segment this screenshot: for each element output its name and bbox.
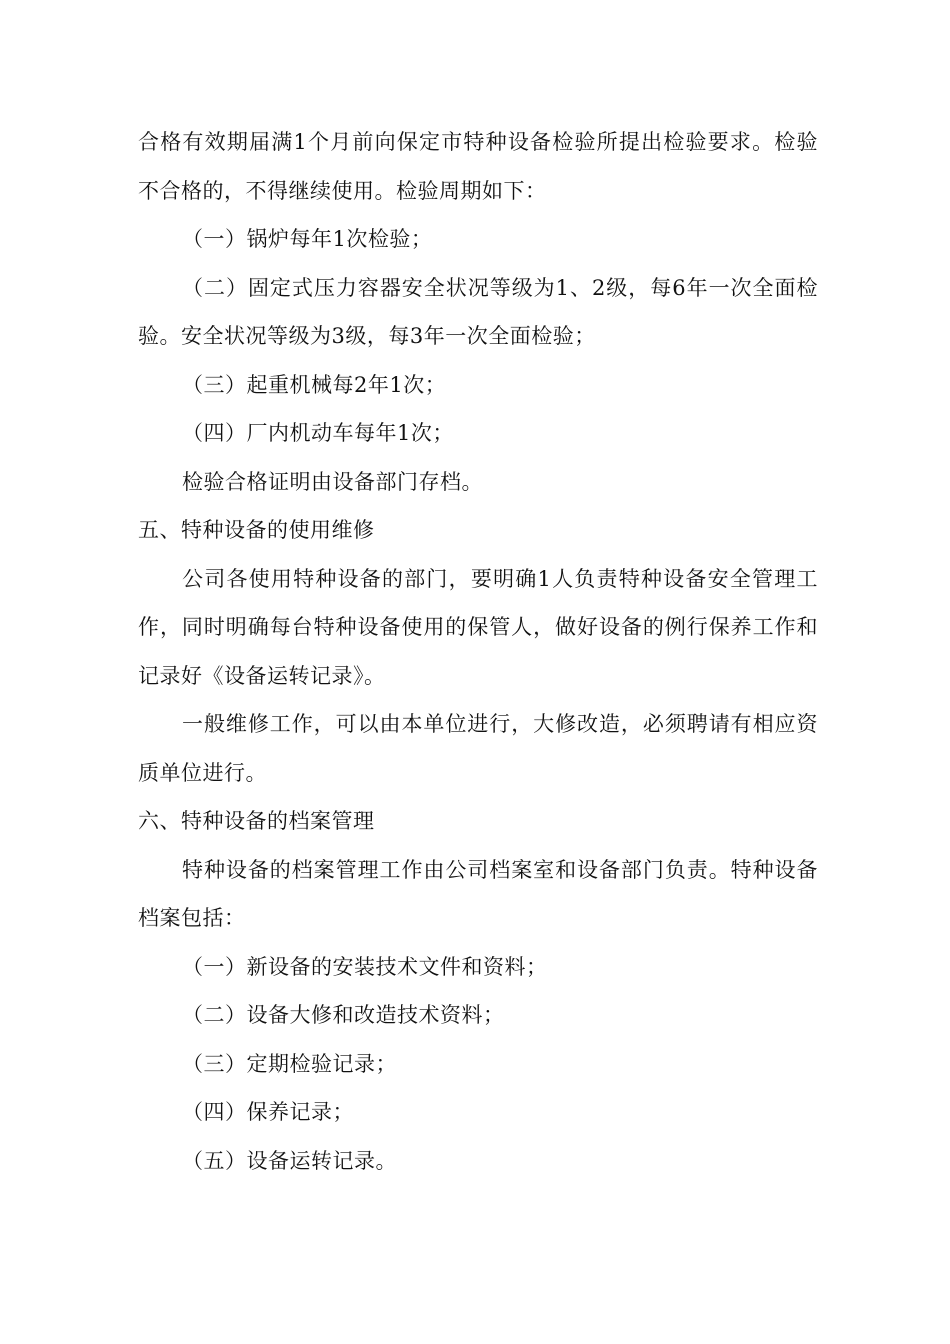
list-item-overhaul-docs: （二）设备大修和改造技术资料； bbox=[182, 1003, 505, 1027]
list-item-installation-docs: （一）新设备的安装技术文件和资料； bbox=[182, 954, 548, 979]
list-item-pressure-vessel: （二）固定式压力容器安全状况等级为1、2级，每6年一次全面检验。安全状况等级为3级，每3年一次全面检验； bbox=[138, 275, 818, 348]
paragraph-archive-responsibility: 特种设备的档案管理工作由公司档案室和设备部门负责。特种设备档案包括： bbox=[138, 857, 818, 930]
list-item-vehicle: （四）厂内机动车每年1次； bbox=[182, 421, 454, 445]
list-item-maintenance-records: （四）保养记录； bbox=[182, 1100, 354, 1124]
list-item-operation-records: （五）设备运转记录。 bbox=[182, 1148, 397, 1173]
paragraph-certificate-archive: 检验合格证明由设备部门存档。 bbox=[182, 469, 483, 494]
section-heading-archive-management: 六、特种设备的档案管理 bbox=[138, 809, 375, 833]
list-item-inspection-records: （三）定期检验记录； bbox=[182, 1051, 397, 1076]
paragraph-department-responsibility: 公司各使用特种设备的部门，要明确1人负责特种设备安全管理工作，同时明确每台特种设备使用的保管人，做好设备的例行保养工作和记录好《设备运转记录》。 bbox=[138, 566, 818, 688]
paragraph-repair-work: 一般维修工作，可以由本单位进行，大修改造，必须聘请有相应资质单位进行。 bbox=[138, 712, 818, 785]
section-heading-use-maintenance: 五、特种设备的使用维修 bbox=[138, 518, 375, 542]
list-item-crane: （三）起重机械每2年1次； bbox=[182, 372, 447, 397]
paragraph-inspection-requirement: 合格有效期届满1个月前向保定市特种设备检验所提出检验要求。检验不合格的，不得继续使用。检验周期如下： bbox=[138, 130, 818, 203]
list-item-boiler: （一）锅炉每年1次检验； bbox=[182, 227, 433, 251]
document-body bbox=[138, 118, 818, 1185]
